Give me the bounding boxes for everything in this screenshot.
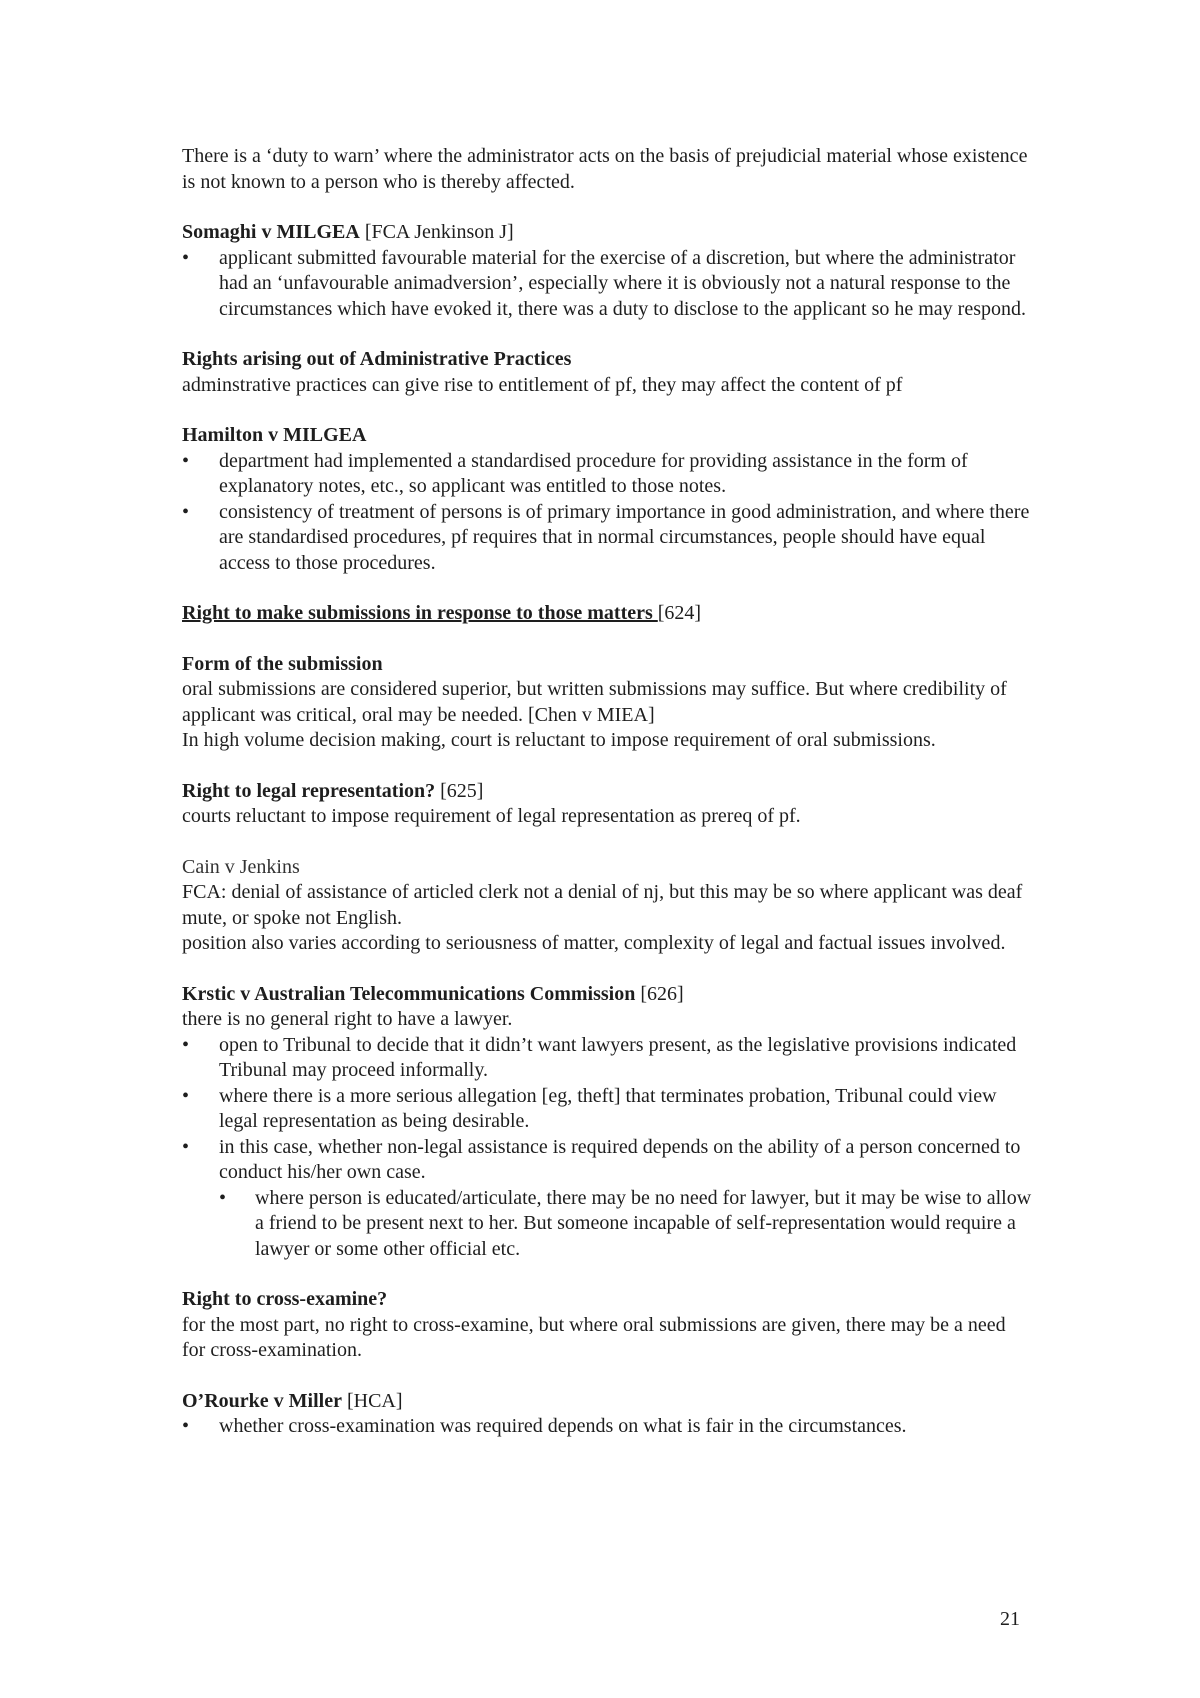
- case-citation: [FCA Jenkinson J]: [359, 221, 514, 243]
- section-text: position also varies according to seriousness of matter, complexity of legal and factual issues involved.: [182, 932, 1006, 954]
- list-item-text: in this case, whether non-legal assistance is required depends on the ability of a person concerned to conduct his/her own case.: [219, 1135, 1021, 1183]
- case-name: Cain v Jenkins: [182, 855, 300, 878]
- orourke-section: [182, 1389, 1032, 1440]
- somaghi-heading: [182, 220, 1032, 246]
- list-item-text: open to Tribunal to decide that it didn’t want lawyers present, as the legislative provisions indicated Tribunal may proceed informally.: [219, 1033, 1017, 1081]
- list-item-text: consistency of treatment of persons is of primary importance in good administration, and where there are standardised procedures, pf requires that in normal circumstances, people should have equal access to those procedures.: [219, 500, 1030, 574]
- section-text: adminstrative practices can give rise to entitlement of pf, they may affect the content of pf: [182, 373, 903, 396]
- section-text: courts reluctant to impose requirement of legal representation as prereq of pf.: [182, 805, 801, 827]
- document-page: [182, 144, 1032, 1440]
- section-text: oral submissions are considered superior, but written submissions may suffice. But where credibility of applicant was critical, oral may be needed. [Chen v MIEA]: [182, 678, 1007, 726]
- submissions-heading: [182, 601, 1032, 627]
- list-item-text: department had implemented a standardised procedure for providing assistance in the form of explanatory notes, etc., so applicant was entitled to those notes.: [219, 449, 968, 497]
- bullet-icon: •: [182, 1033, 190, 1056]
- list-item-text: where person is educated/articulate, there may be no need for lawyer, but it may be wise to allow a friend to be present next to her. But someone incapable of self-representation would require a lawyer or some other official etc.: [255, 1186, 1032, 1260]
- list-item: [182, 500, 1032, 577]
- bullet-icon: •: [219, 1186, 227, 1209]
- section-text: FCA: denial of assistance of articled clerk not a denial of nj, but this may be so where applicant was deaf mute, or spoke not English.: [182, 881, 1023, 929]
- list-item-text: where there is a more serious allegation [eg, theft] that terminates probation, Tribunal could view legal representation as being desirable.: [219, 1084, 997, 1132]
- bullet-icon: •: [182, 1135, 190, 1158]
- list-item-text: applicant submitted favourable material for the exercise of a discretion, but where the administrator had an ‘unfavourable animadversion’, especially where it is obviously not a natural response to the circumstances which have evoked it, there was a duty to disclose to the applicant so he may respond.: [219, 246, 1026, 320]
- case-name: Somaghi v MILGEA: [182, 221, 360, 243]
- legal-rep-heading: [182, 779, 1032, 805]
- section-heading: Right to legal representation?: [182, 779, 436, 802]
- krstic-sub-bullets: [219, 1186, 1032, 1263]
- intro-paragraph: There is a ‘duty to warn’ where the administrator acts on the basis of prejudicial material whose existence is not known to a person who is thereby affected.: [182, 145, 1028, 193]
- sub-list-item: [219, 1186, 1032, 1263]
- orourke-bullets: [182, 1414, 1032, 1440]
- krstic-section: [182, 982, 1032, 1263]
- section-citation: [624]: [657, 602, 702, 624]
- case-citation: [626]: [635, 982, 684, 1005]
- list-item: [182, 1414, 1032, 1440]
- admin-practices-section: [182, 347, 1032, 398]
- krstic-heading: [182, 982, 1032, 1008]
- section-text: there is no general right to have a lawyer.: [182, 1008, 513, 1030]
- section-heading: Right to cross-examine?: [182, 1288, 388, 1310]
- somaghi-section: [182, 220, 1032, 322]
- section-heading: Rights arising out of Administrative Practices: [182, 348, 572, 370]
- bullet-icon: •: [182, 246, 190, 269]
- form-section: [182, 652, 1032, 754]
- list-item: [182, 1135, 1032, 1263]
- section-heading: Form of the submission: [182, 652, 383, 675]
- section-text: for the most part, no right to cross-examine, but where oral submissions are given, there may be a need for cross-examination.: [182, 1313, 1006, 1361]
- page-number: 21: [1000, 1608, 1020, 1630]
- list-item: [182, 246, 1032, 323]
- somaghi-bullets: [182, 246, 1032, 323]
- cross-section: [182, 1287, 1032, 1364]
- case-name: O’Rourke v Miller: [182, 1389, 342, 1412]
- hamilton-section: [182, 423, 1032, 576]
- bullet-icon: •: [182, 1084, 190, 1107]
- list-item: [182, 1033, 1032, 1084]
- list-item: [182, 1084, 1032, 1135]
- cain-section: [182, 855, 1032, 957]
- case-citation: [HCA]: [341, 1389, 403, 1412]
- list-item-text: whether cross-examination was required depends on what is fair in the circumstances.: [219, 1415, 907, 1437]
- bullet-icon: •: [182, 449, 190, 472]
- legal-rep-section: [182, 779, 1032, 830]
- case-name: Krstic v Australian Telecommunications Commission: [182, 982, 636, 1005]
- section-heading: Right to make submissions in response to those matters: [182, 602, 658, 624]
- krstic-bullets: [182, 1033, 1032, 1263]
- bullet-icon: •: [182, 500, 190, 523]
- orourke-heading: [182, 1389, 1032, 1415]
- section-text: In high volume decision making, court is reluctant to impose requirement of oral submissions.: [182, 729, 936, 751]
- case-name: Hamilton v MILGEA: [182, 424, 367, 446]
- bullet-icon: •: [182, 1415, 190, 1437]
- hamilton-bullets: [182, 449, 1032, 577]
- list-item: [182, 449, 1032, 500]
- section-citation: [625]: [435, 779, 484, 802]
